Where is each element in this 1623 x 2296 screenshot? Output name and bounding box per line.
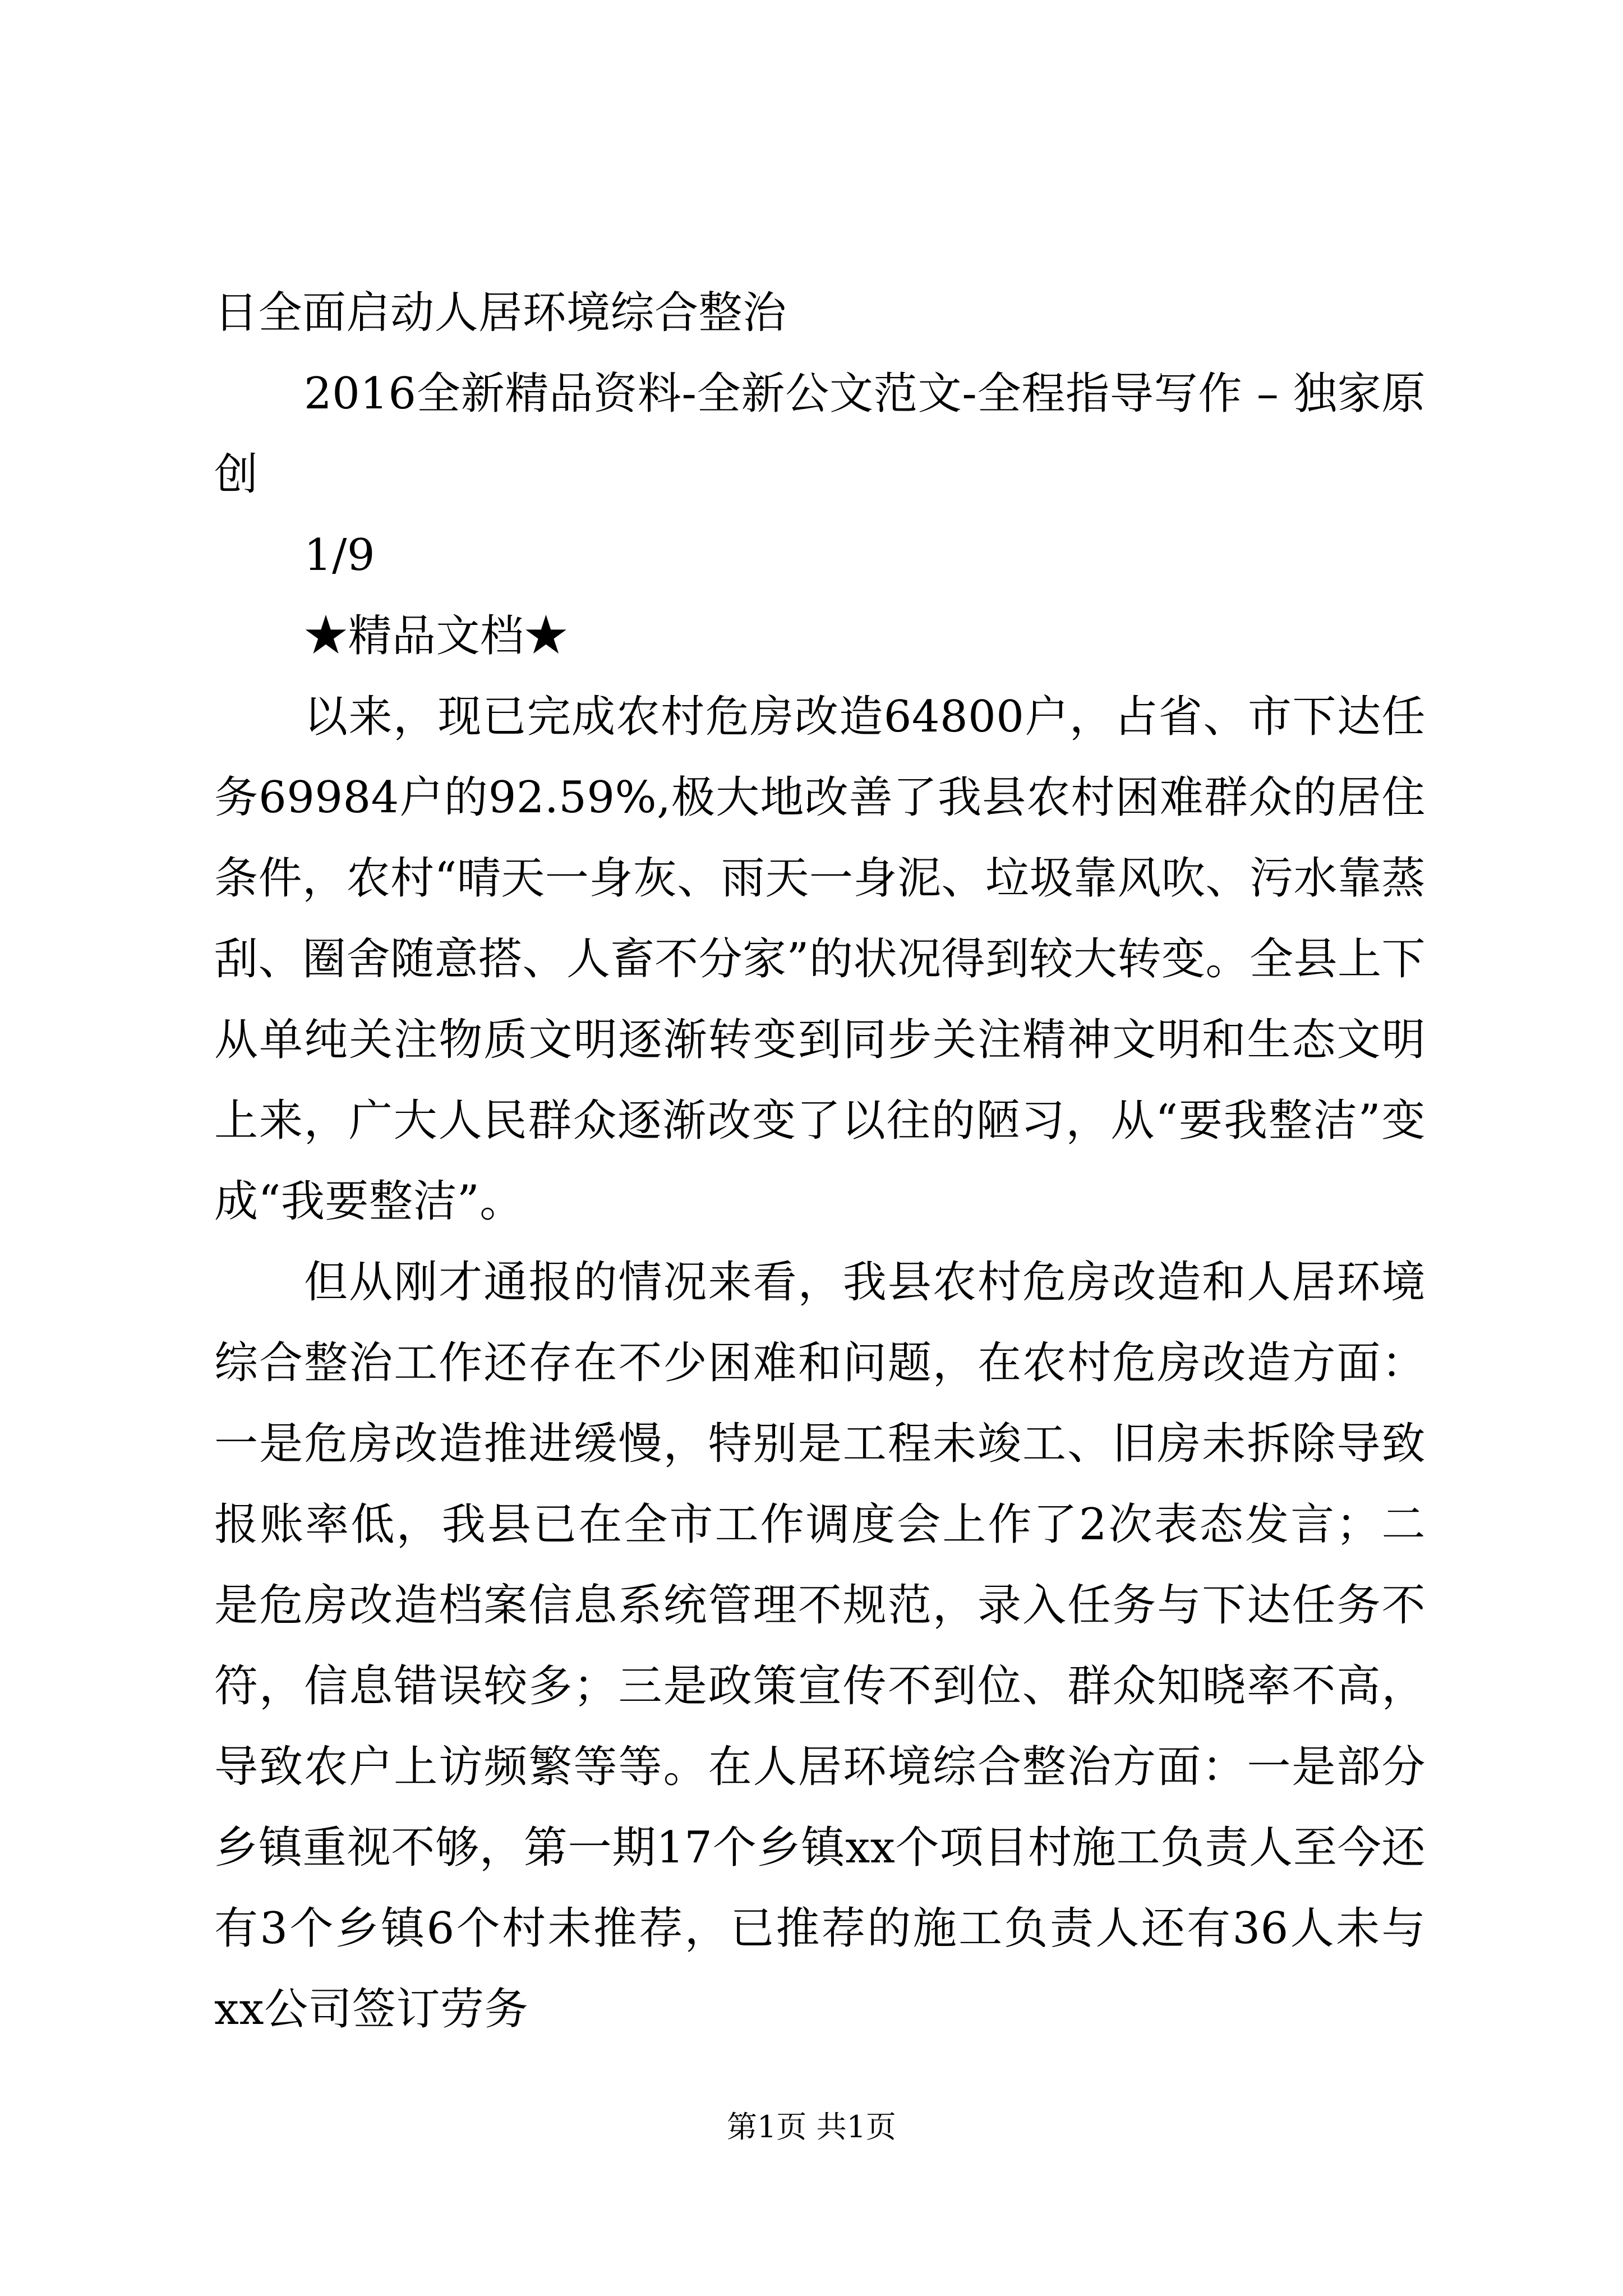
quality-badge: ★精品文档★: [304, 611, 569, 661]
page-fraction: 1/9: [304, 530, 376, 581]
header-note: 2016全新精品资料-全新公文范文-全程指导写作 – 独家原创: [214, 369, 1426, 500]
page-footer: 第1页 共1页: [727, 2109, 896, 2145]
title-line: 日全面启动人居环境综合整治: [214, 288, 787, 338]
paragraph-problems: 但从刚才通报的情况来看，我县农村危房改造和人居环境综合整治工作还存在不少困难和问题，在农村危房改造方面：一是危房改造推进缓慢，特别是工程未竣工、旧房未拆除导致报账率低，我县已在全市工作调度会上作了2次表态发言；二是危房改造档案信息系统管理不规范，录入任务与下达任务不符，信息错误较多；三是政策宣传不到位、群众知晓率不高，导致农户上访频繁等等。在人居环境综合整治方面：一是部分乡镇重视不够，第一期17个乡镇xx个项目村施工负责人至今还有3个乡镇6个村未推荐，已推荐的施工负责人还有36人未与xx公司签订劳务: [214, 1257, 1426, 2035]
document-body: [214, 273, 1426, 2050]
paragraph-achievements: 以来，现已完成农村危房改造64800户，占省、市下达任务69984户的92.59%,极大地改善了我县农村困难群众的居住条件，农村“晴天一身灰、雨天一身泥、垃圾靠风吹、污水靠蒸刮、圈舍随意搭、人畜不分家”的状况得到较大转变。全县上下从单纯关注物质文明逐渐转变到同步关注精神文明和生态文明上来，广大人民群众逐渐改变了以往的陋习，从“要我整洁”变成“我要整洁”。: [214, 692, 1426, 1227]
